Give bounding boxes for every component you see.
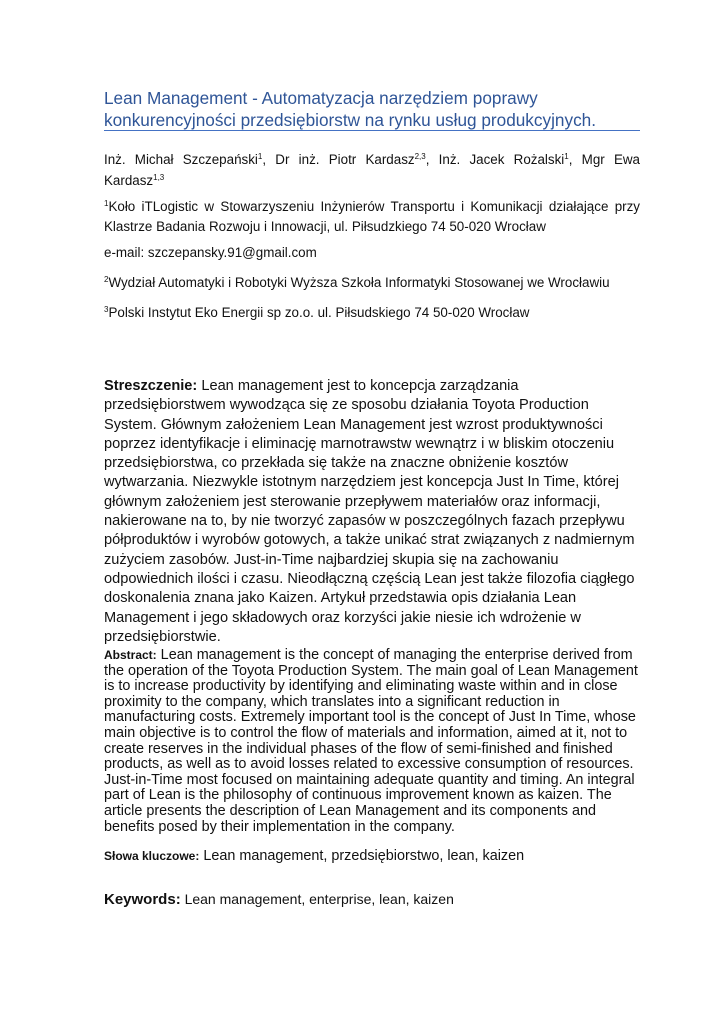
affiliation-3 <box>104 303 640 323</box>
streszczenie-text: Lean management jest to koncepcja zarządzania przedsiębiorstwem wywodząca się ze sposobu działania Toyota Production System. Głównym założeniem Lean Management jest wzrost produktywności poprzez identyfikacje i eliminację marnotrawstw wewnątrz i w bliskim otoczeniu przedsiębiorstwa, co przekłada się także na znaczne obniżenie kosztów wytwarzania. Niezwykle istotnym narzędziem jest koncepcja Just In Time, której głównym założeniem jest sterowanie przepływem materiałów oraz informacji, nakierowane na to, by nie tworzyć zapasów w poszczególnych fazach przepływu półproduktów i wyrobów gotowych, a także unikać strat związanych z nadmiernym zużyciem zasobów. Just-in-Time najbardziej skupia się na zachowaniu odpowiednich ilości i czasu. Nieodłączną częścią Lean jest także filozofia ciągłego doskonalenia znana jako Kaizen. Artykuł przedstawia opis działania Lean Management i jego składowych oraz korzyści jakie niesie ich wdrożenie w przedsiębiorstwie. <box>104 378 635 645</box>
paper-title: Lean Management - Automatyzacja narzędziem poprawy konkurencyjności przedsiębiorstw na rynku usług produkcyjnych. <box>104 88 596 130</box>
affiliation-1-sup: 1 <box>104 199 109 208</box>
author-list <box>104 149 640 191</box>
author-2-sup: 2,3 <box>414 152 426 161</box>
slowa-kluczowe-text: Lean management, przedsiębiorstwo, lean, kaizen <box>199 848 525 864</box>
author-1-sup: 1 <box>257 152 263 161</box>
affiliation-1-text: Koło iTLogistic w Stowarzyszeniu Inżynierów Transportu i Komunikacji działające przy Klastrze Badania Rozwoju i Innowacji, ul. Piłsudzkiego 74 50-020 Wrocław <box>104 199 640 234</box>
title-divider <box>104 130 640 131</box>
author-3: , Inż. Jacek Rożalski <box>425 152 565 167</box>
author-3-sup: 1 <box>564 152 569 161</box>
email: e-mail: szczepansky.91@gmail.com <box>104 245 317 260</box>
author-2: , Dr inż. Piotr Kardasz <box>262 152 415 167</box>
streszczenie-label: Streszczenie: <box>104 378 198 394</box>
affiliation-3-sup: 3 <box>104 305 109 314</box>
slowa-kluczowe-label: Słowa kluczowe: <box>104 849 200 863</box>
affiliation-1 <box>104 197 640 237</box>
affiliation-2-sup: 2 <box>104 275 109 284</box>
abstract-label: Abstract: <box>104 648 157 662</box>
affiliation-2 <box>104 273 640 293</box>
affiliation-3-text: Polski Instytut Eko Energii sp zo.o. ul. Piłsudskiego 74 50-020 Wrocław <box>108 305 530 320</box>
keywords-english <box>104 891 454 908</box>
abstract-english <box>104 648 640 835</box>
keywords-label: Keywords: <box>104 891 181 908</box>
keywords-polish <box>104 848 524 864</box>
affiliation-2-text: Wydział Automatyki i Robotyki Wyższa Szkoła Informatyki Stosowanej we Wrocławiu <box>108 275 610 290</box>
abstract-polish <box>104 377 640 647</box>
author-4: , Mgr Ewa Kardasz <box>104 152 641 188</box>
abstract-text: Lean management is the concept of managing the enterprise derived from the operation of the Toyota Production System. The main goal of Lean Management is to increase productivity by identifying and eliminating waste within and in close proximity to the company, which translates into a significant reduction in manufacturing costs. Extremely important tool is the concept of Just In Time, whose main objective is to control the flow of materials and information, aimed at it, not to create reserves in the individual phases of the flow of semi-finished and finished products, as well as to avoid losses related to excessive consumption of resources. Just-in-Time most focused on maintaining adequate quantity and timing. An integral part of Lean is the philosophy of continuous improvement known as kaizen. The article presents the description of Lean Management and its components and benefits posed by their implementation in the company. <box>104 647 638 835</box>
author-1: Inż. Michał Szczepański <box>104 152 258 167</box>
author-4-sup: 1,3 <box>153 173 165 182</box>
keywords-text: Lean management, enterprise, lean, kaizen <box>180 891 454 907</box>
